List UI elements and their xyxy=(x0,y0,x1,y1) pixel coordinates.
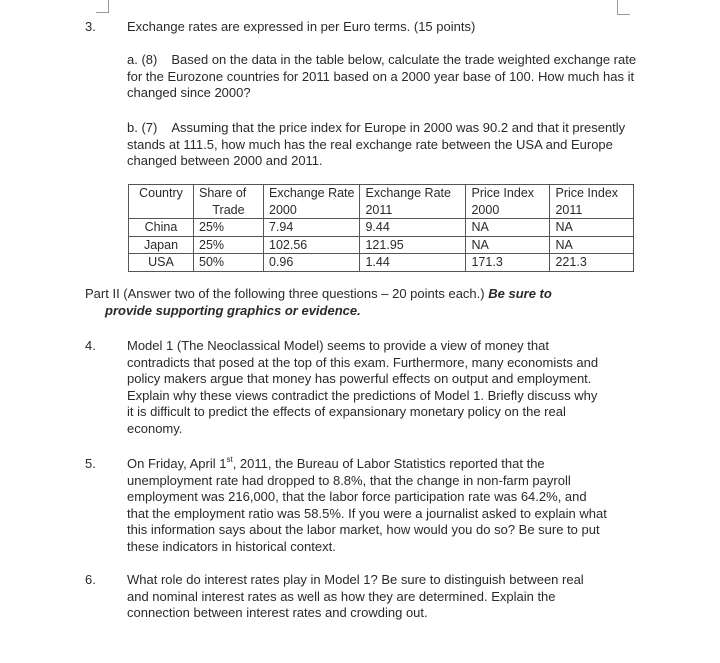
question-3b xyxy=(127,120,627,170)
crop-mark-left xyxy=(96,0,109,13)
header-exchange-2011: Exchange Rate xyxy=(360,185,466,202)
question-5-number: 5. xyxy=(85,456,96,471)
cell-country: China xyxy=(129,219,194,237)
question-6-text: What role do interest rates play in Model 1? Be sure to distinguish between real and nominal interest rates as well as how they are determined. Explain the connection between interest rates and crowding out. xyxy=(127,572,584,620)
cell-exchange-2011: 9.44 xyxy=(360,219,466,237)
cell-country: Japan xyxy=(129,236,194,254)
cell-exchange-2011: 1.44 xyxy=(360,254,466,272)
exchange-rate-table xyxy=(128,184,634,272)
header-price-2011: Price Index xyxy=(550,185,634,202)
cell-price-2000: 171.3 xyxy=(466,254,550,272)
question-4-number: 4. xyxy=(85,338,96,353)
cell-price-2000: NA xyxy=(466,236,550,254)
cell-share: 50% xyxy=(194,254,264,272)
header-exchange-2011-year: 2011 xyxy=(360,202,466,219)
cell-price-2011: NA xyxy=(550,236,634,254)
part-2-emphasis-1: Be sure to xyxy=(488,286,552,301)
header-price-2000: Price Index xyxy=(466,185,550,202)
question-3b-label: b. (7) xyxy=(127,120,158,135)
cell-exchange-2000: 0.96 xyxy=(264,254,360,272)
table-row xyxy=(129,254,634,272)
question-3-number: 3. xyxy=(85,19,96,34)
cell-price-2011: NA xyxy=(550,219,634,237)
question-4-text: Model 1 (The Neoclassical Model) seems to provide a view of money that contradicts that posed at the top of this exam. Furthermore, many economists and policy makers argue that money has powerful effects on output and employment. Explain why these views contradict the predictions of Model 1. Briefly discuss why it is difficult to predict the effects of expansionary monetary policy on the real economy. xyxy=(127,338,599,436)
cell-exchange-2000: 102.56 xyxy=(264,236,360,254)
crop-mark-right xyxy=(617,0,630,15)
cell-share: 25% xyxy=(194,219,264,237)
part-2-instructions xyxy=(85,286,645,319)
question-3-title: Exchange rates are expressed in per Euro terms. (15 points) xyxy=(127,19,476,34)
question-3b-text: Assuming that the price index for Europe in 2000 was 90.2 and that it presently stands at 111.5, how much has the real exchange rate between the USA and Europe changed between 2000 and 2011. xyxy=(127,120,626,168)
header-share-2: Trade xyxy=(194,202,264,219)
table-row xyxy=(129,219,634,237)
cell-exchange-2000: 7.94 xyxy=(264,219,360,237)
cell-country: USA xyxy=(129,254,194,272)
question-5-text-start: On Friday, April 1 xyxy=(127,456,227,471)
header-exchange-2000: Exchange Rate xyxy=(264,185,360,202)
part-2-emphasis-2: provide supporting graphics or evidence. xyxy=(105,302,361,318)
cell-share: 25% xyxy=(194,236,264,254)
header-price-2000-year: 2000 xyxy=(466,202,550,219)
header-exchange-2000-year: 2000 xyxy=(264,202,360,219)
cell-price-2011: 221.3 xyxy=(550,254,634,272)
question-6-number: 6. xyxy=(85,572,96,587)
cell-exchange-2011: 121.95 xyxy=(360,236,466,254)
header-country: Country xyxy=(129,185,194,202)
question-5-ordinal: st xyxy=(226,454,233,464)
question-5-text xyxy=(127,456,611,555)
header-price-2011-year: 2011 xyxy=(550,202,634,219)
table-header-row xyxy=(129,185,634,202)
question-3a-label: a. (8) xyxy=(127,52,158,67)
part-2-intro: Part II (Answer two of the following three questions – 20 points each.) xyxy=(85,286,485,301)
header-share: Share of xyxy=(194,185,264,202)
table-header-row-2 xyxy=(129,202,634,219)
header-country-2 xyxy=(129,202,194,219)
question-3a-text: Based on the data in the table below, calculate the trade weighted exchange rate for the Eurozone countries for 2011 based on a 2000 year base of 100. How much has it changed since 2000? xyxy=(127,52,637,100)
cell-price-2000: NA xyxy=(466,219,550,237)
question-5-text-end: , 2011, the Bureau of Labor Statistics reported that the unemployment rate had dropped to 8.8%, that the change in non-farm payroll employment was 216,000, that the labor force participation rate was 64.2%, and that the employment ratio was 58.5%. If you were a journalist asked to explain what this information says about the labor market, how would you do so? Be sure to put these indicators in historical context. xyxy=(127,456,607,554)
question-3a xyxy=(127,52,637,102)
table-row xyxy=(129,236,634,254)
